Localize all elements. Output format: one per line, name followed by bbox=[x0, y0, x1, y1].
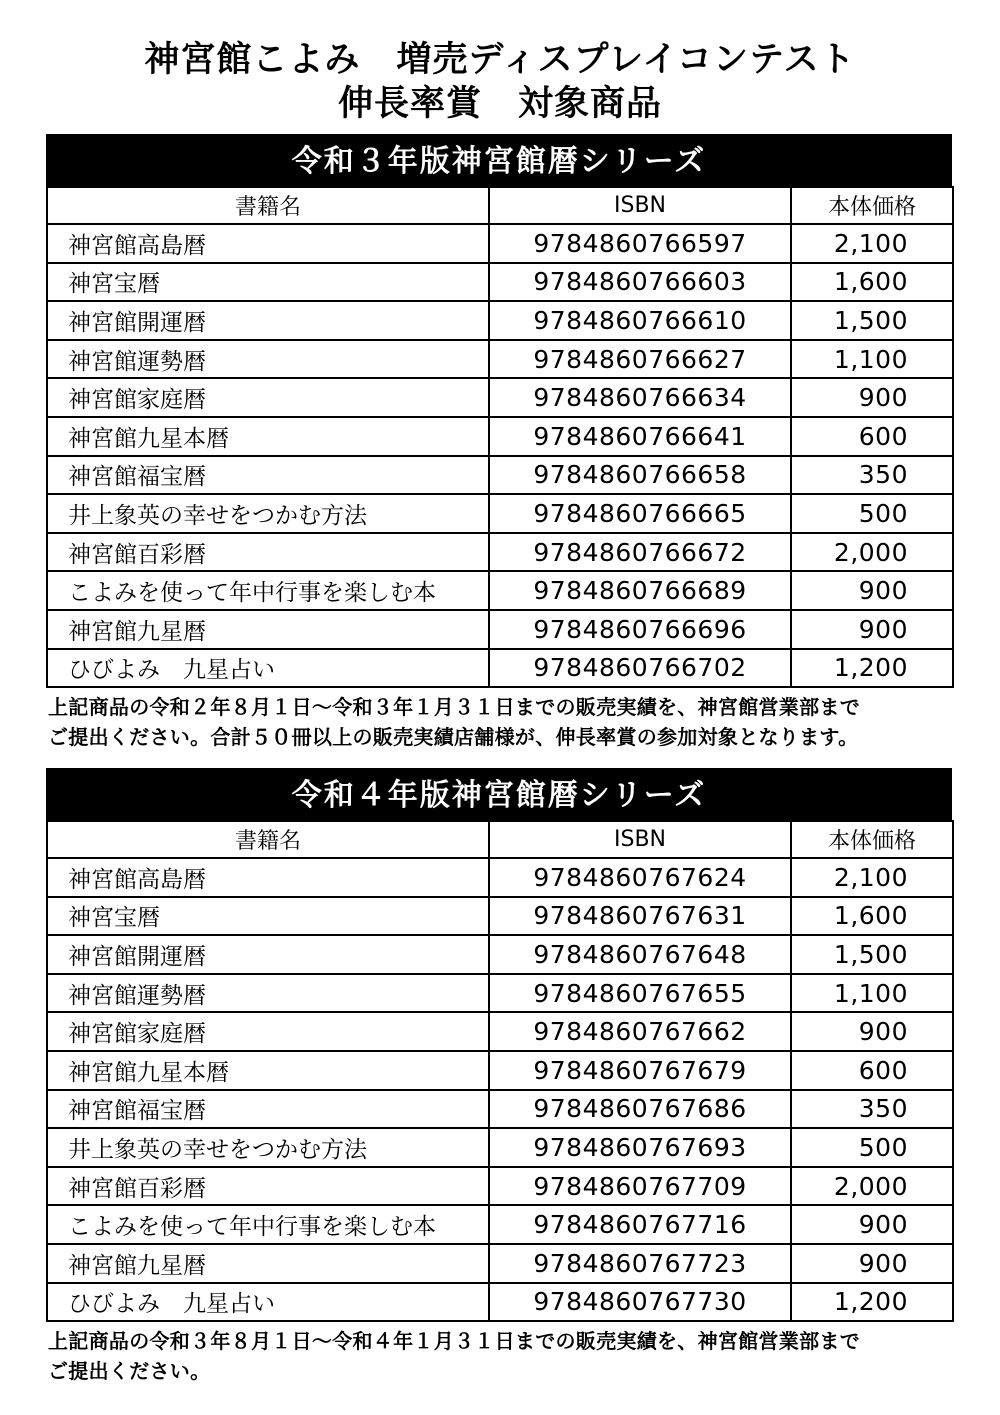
isbn-cell: 9784860767624 bbox=[489, 858, 791, 897]
isbn-cell: 9784860766658 bbox=[489, 456, 791, 495]
isbn-cell: 9784860766672 bbox=[489, 533, 791, 572]
book-title-cell: こよみを使って年中行事を楽しむ本 bbox=[47, 1205, 489, 1244]
column-header-isbn: ISBN bbox=[489, 821, 791, 858]
isbn-cell: 9784860767679 bbox=[489, 1051, 791, 1090]
table-row bbox=[47, 1283, 953, 1322]
book-title-cell: 神宮宝暦 bbox=[47, 897, 489, 936]
note-line: 上記商品の令和３年８月１日～令和４年１月３１日までの販売実績を、神宮館営業部まで bbox=[48, 1329, 860, 1354]
column-header-price: 本体価格 bbox=[791, 187, 953, 224]
book-title-cell: 神宮館福宝暦 bbox=[47, 1090, 489, 1129]
book-title-cell: 神宮館家庭暦 bbox=[47, 378, 489, 417]
book-title-cell: 神宮館開運暦 bbox=[47, 935, 489, 974]
table-row bbox=[47, 301, 953, 340]
table-row bbox=[47, 974, 953, 1013]
isbn-cell: 9784860767662 bbox=[489, 1012, 791, 1051]
book-title-cell: 神宮館高島暦 bbox=[47, 224, 489, 263]
isbn-cell: 9784860766603 bbox=[489, 263, 791, 302]
price-cell: 600 bbox=[791, 417, 953, 456]
isbn-cell: 9784860767709 bbox=[489, 1167, 791, 1206]
price-cell: 2,000 bbox=[791, 533, 953, 572]
book-title-cell: ひびよみ 九星占い bbox=[47, 649, 489, 688]
table-row bbox=[47, 1205, 953, 1244]
price-cell: 2,000 bbox=[791, 1167, 953, 1206]
table-row bbox=[47, 610, 953, 649]
price-cell: 1,600 bbox=[791, 263, 953, 302]
table-row bbox=[47, 378, 953, 417]
product-table bbox=[46, 186, 954, 688]
table-row bbox=[47, 571, 953, 610]
table-row bbox=[47, 494, 953, 533]
book-title-cell: 神宮館百彩暦 bbox=[47, 533, 489, 572]
isbn-cell: 9784860767655 bbox=[489, 974, 791, 1013]
table-row bbox=[47, 1012, 953, 1051]
table-header-row bbox=[47, 187, 953, 224]
price-cell: 600 bbox=[791, 1051, 953, 1090]
book-title-cell: 井上象英の幸せをつかむ方法 bbox=[47, 1128, 489, 1167]
table-row bbox=[47, 263, 953, 302]
section-reiwa3 bbox=[46, 134, 952, 752]
table-row bbox=[47, 897, 953, 936]
book-title-cell: ひびよみ 九星占い bbox=[47, 1283, 489, 1322]
product-table bbox=[46, 820, 954, 1322]
table-row bbox=[47, 1167, 953, 1206]
price-cell: 1,600 bbox=[791, 897, 953, 936]
isbn-cell: 9784860766689 bbox=[489, 571, 791, 610]
isbn-cell: 9784860767723 bbox=[489, 1244, 791, 1283]
price-cell: 1,100 bbox=[791, 974, 953, 1013]
column-header-name: 書籍名 bbox=[47, 821, 489, 858]
isbn-cell: 9784860766702 bbox=[489, 649, 791, 688]
price-cell: 2,100 bbox=[791, 224, 953, 263]
price-cell: 500 bbox=[791, 1128, 953, 1167]
price-cell: 900 bbox=[791, 1012, 953, 1051]
isbn-cell: 9784860766597 bbox=[489, 224, 791, 263]
section-banner: 令和３年版神宮館暦シリーズ bbox=[46, 134, 952, 186]
table-row bbox=[47, 1051, 953, 1090]
table-row bbox=[47, 533, 953, 572]
price-cell: 1,100 bbox=[791, 340, 953, 379]
isbn-cell: 9784860767716 bbox=[489, 1205, 791, 1244]
isbn-cell: 9784860766696 bbox=[489, 610, 791, 649]
price-cell: 900 bbox=[791, 610, 953, 649]
isbn-cell: 9784860766641 bbox=[489, 417, 791, 456]
price-cell: 900 bbox=[791, 1244, 953, 1283]
table-header-row bbox=[47, 821, 953, 858]
column-header-price: 本体価格 bbox=[791, 821, 953, 858]
price-cell: 1,200 bbox=[791, 1283, 953, 1322]
price-cell: 350 bbox=[791, 456, 953, 495]
isbn-cell: 9784860766665 bbox=[489, 494, 791, 533]
table-row bbox=[47, 224, 953, 263]
isbn-cell: 9784860766610 bbox=[489, 301, 791, 340]
isbn-cell: 9784860766634 bbox=[489, 378, 791, 417]
isbn-cell: 9784860767730 bbox=[489, 1283, 791, 1322]
note-line: ご提出ください。 bbox=[48, 1359, 211, 1384]
price-cell: 2,100 bbox=[791, 858, 953, 897]
table-row bbox=[47, 1244, 953, 1283]
section-note bbox=[46, 692, 952, 752]
book-title-cell: 神宮館九星暦 bbox=[47, 1244, 489, 1283]
table-row bbox=[47, 1090, 953, 1129]
section-note bbox=[46, 1326, 952, 1386]
isbn-cell: 9784860767631 bbox=[489, 897, 791, 936]
page-title: 神宮館こよみ 増売ディスプレイコンテスト bbox=[144, 40, 856, 80]
price-cell: 1,500 bbox=[791, 935, 953, 974]
isbn-cell: 9784860766627 bbox=[489, 340, 791, 379]
book-title-cell: 神宮館高島暦 bbox=[47, 858, 489, 897]
column-header-name: 書籍名 bbox=[47, 187, 489, 224]
price-cell: 350 bbox=[791, 1090, 953, 1129]
isbn-cell: 9784860767686 bbox=[489, 1090, 791, 1129]
book-title-cell: 神宮館九星本暦 bbox=[47, 417, 489, 456]
table-row bbox=[47, 935, 953, 974]
price-cell: 900 bbox=[791, 378, 953, 417]
price-cell: 500 bbox=[791, 494, 953, 533]
price-cell: 900 bbox=[791, 1205, 953, 1244]
book-title-cell: 神宮館運勢暦 bbox=[47, 974, 489, 1013]
book-title-cell: 神宮宝暦 bbox=[47, 263, 489, 302]
price-cell: 900 bbox=[791, 571, 953, 610]
isbn-cell: 9784860767648 bbox=[489, 935, 791, 974]
book-title-cell: 神宮館福宝暦 bbox=[47, 456, 489, 495]
book-title-cell: 神宮館運勢暦 bbox=[47, 340, 489, 379]
book-title-cell: 神宮館九星本暦 bbox=[47, 1051, 489, 1090]
table-row bbox=[47, 340, 953, 379]
book-title-cell: 神宮館家庭暦 bbox=[47, 1012, 489, 1051]
column-header-isbn: ISBN bbox=[489, 187, 791, 224]
section-banner: 令和４年版神宮館暦シリーズ bbox=[46, 768, 952, 820]
price-cell: 1,200 bbox=[791, 649, 953, 688]
book-title-cell: 神宮館百彩暦 bbox=[47, 1167, 489, 1206]
page-subtitle: 伸長率賞 対象商品 bbox=[337, 84, 662, 124]
note-line: ご提出ください。合計５０冊以上の販売実績店舗様が、伸長率賞の参加対象となります。 bbox=[48, 725, 859, 750]
book-title-cell: こよみを使って年中行事を楽しむ本 bbox=[47, 571, 489, 610]
table-row bbox=[47, 417, 953, 456]
note-line: 上記商品の令和２年８月１日～令和３年１月３１日までの販売実績を、神宮館営業部まで bbox=[48, 695, 860, 720]
table-row bbox=[47, 456, 953, 495]
table-row bbox=[47, 858, 953, 897]
book-title-cell: 井上象英の幸せをつかむ方法 bbox=[47, 494, 489, 533]
section-reiwa4 bbox=[46, 768, 952, 1386]
book-title-cell: 神宮館九星暦 bbox=[47, 610, 489, 649]
isbn-cell: 9784860767693 bbox=[489, 1128, 791, 1167]
price-cell: 1,500 bbox=[791, 301, 953, 340]
table-row bbox=[47, 1128, 953, 1167]
book-title-cell: 神宮館開運暦 bbox=[47, 301, 489, 340]
table-row bbox=[47, 649, 953, 688]
